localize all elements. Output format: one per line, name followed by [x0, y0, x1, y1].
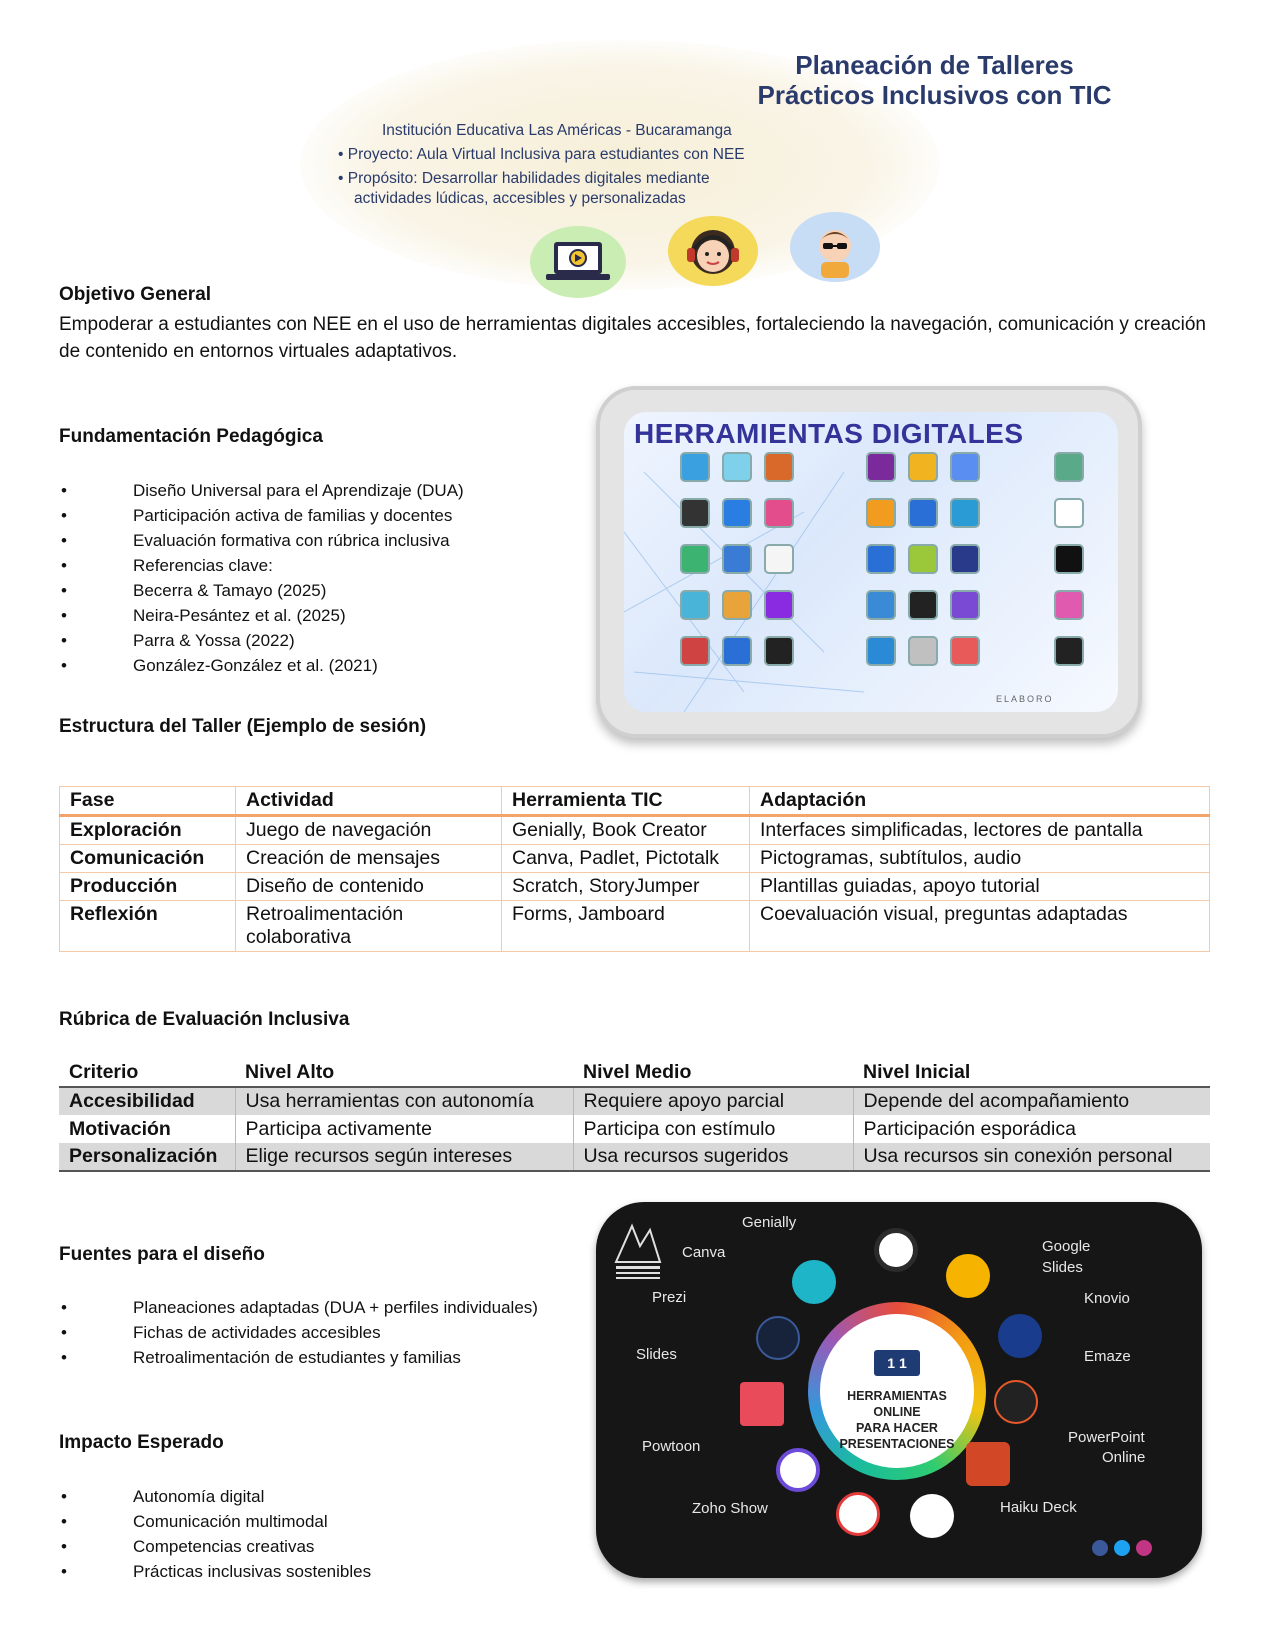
estructura-heading: Estructura del Taller (Ejemplo de sesión)	[59, 716, 427, 737]
mybook-icon	[722, 636, 752, 666]
list-item: • Evaluación formativa con rúbrica inclusiva	[59, 531, 464, 556]
label-haiku-deck: Haiku Deck	[1000, 1499, 1077, 1516]
fuentes-list	[59, 1298, 538, 1373]
center-line: PRESENTACIONES	[839, 1437, 955, 1451]
list-item: • Autonomía digital	[59, 1487, 371, 1512]
flipgrid-icon	[680, 544, 710, 574]
powerpoint-icon	[966, 1442, 1010, 1486]
table-row	[59, 1087, 1210, 1115]
google-slides-icon	[946, 1254, 990, 1298]
column-header: Adaptación	[750, 787, 1210, 816]
list-item: • Comunicación multimodal	[59, 1512, 371, 1537]
table-cell: Plantillas guiadas, apoyo tutorial	[750, 873, 1210, 901]
fuentes-heading: Fuentes para el diseño	[59, 1244, 265, 1265]
column-header: Nivel Medio	[573, 1059, 853, 1087]
zoho-show-icon	[836, 1492, 880, 1536]
quizizz-icon	[950, 544, 980, 574]
edpuzzle-icon	[908, 452, 938, 482]
objetivo-text: Empoderar a estudiantes con NEE en el uso de herramientas digitales accesibles, fortaleciendo la navegación, comunicación y creación de contenido en entornos virtuales adaptativos.	[59, 314, 1206, 362]
chatpdf-icon	[1054, 590, 1084, 620]
table-row	[59, 1143, 1210, 1171]
table-cell: Genially, Book Creator	[502, 816, 750, 845]
mentimeter-icon	[866, 636, 896, 666]
emaze-icon	[994, 1380, 1038, 1424]
table-row	[60, 873, 1210, 901]
banner-title-line2: Prácticos Inclusivos con TIC	[757, 80, 1112, 110]
label-emaze: Emaze	[1084, 1348, 1131, 1365]
table-cell: Producción	[60, 873, 236, 901]
table-cell: Accesibilidad	[59, 1087, 235, 1115]
table-cell: Personalización	[59, 1143, 235, 1171]
label-google-slides-2: Slides	[1042, 1259, 1083, 1276]
table-cell: Canva, Padlet, Pictotalk	[502, 845, 750, 873]
objetivo-heading: Objetivo General	[59, 284, 212, 305]
educaplay-icon	[908, 636, 938, 666]
column-header: Nivel Alto	[235, 1059, 573, 1087]
label-canva: Canva	[682, 1244, 726, 1261]
laptop-icon	[530, 226, 626, 298]
list-item: • Retroalimentación de estudiantes y familias	[59, 1348, 538, 1373]
label-prezi: Prezi	[652, 1289, 687, 1306]
label-powerpoint-1: PowerPoint	[1068, 1429, 1145, 1446]
center-line: ONLINE	[873, 1405, 921, 1419]
table-cell: Participa con estímulo	[573, 1115, 853, 1143]
table-cell: Interfaces simplificadas, lectores de pantalla	[750, 816, 1210, 845]
label-slides: Slides	[636, 1346, 677, 1363]
table-cell: Requiere apoyo parcial	[573, 1087, 853, 1115]
center-line: PARA HACER	[856, 1421, 938, 1435]
center-caption	[820, 1388, 974, 1452]
table-cell: Participación esporádica	[863, 1117, 1076, 1140]
classcraft-icon	[866, 498, 896, 528]
table-cell: Pictogramas, subtítulos, audio	[750, 845, 1210, 873]
column-header: Actividad	[236, 787, 502, 816]
canva-icon	[680, 452, 710, 482]
impacto-list	[59, 1487, 371, 1587]
herramientas-title: HERRAMIENTAS DIGITALES	[634, 418, 1024, 449]
list-item: • González-González et al. (2021)	[59, 656, 464, 681]
excelencia-logo	[610, 1222, 666, 1282]
slides-icon	[740, 1382, 784, 1426]
table-cell: Reflexión	[60, 901, 236, 952]
label-zoho-show: Zoho Show	[692, 1500, 768, 1517]
table-row	[59, 1115, 1210, 1143]
column-header: Fase	[60, 787, 236, 816]
poll-everywhere-icon	[908, 498, 938, 528]
tome-icon	[1054, 544, 1084, 574]
label-powerpoint-2: Online	[1102, 1449, 1146, 1466]
banner-institution: Institución Educativa Las Américas - Bucaramanga	[382, 122, 732, 139]
boy-sunglasses-icon	[790, 212, 880, 282]
table-cell: Comunicación	[60, 845, 236, 873]
banner-project: • Proyecto: Aula Virtual Inclusiva para estudiantes con NEE	[338, 146, 745, 163]
table-cell: Usa recursos sugeridos	[573, 1143, 853, 1171]
genially-icon	[874, 1228, 918, 1272]
dalle-icon	[1054, 636, 1084, 666]
quizlet-icon	[908, 590, 938, 620]
label-google-slides-1: Google	[1042, 1238, 1091, 1255]
genially-icon	[680, 498, 710, 528]
chatgpt-icon	[1054, 452, 1084, 482]
kahoot-icon	[866, 452, 896, 482]
girl-headphones-icon	[668, 216, 758, 286]
table-row	[60, 901, 1210, 952]
padlet-icon	[764, 544, 794, 574]
list-item: • Diseño Universal para el Aprendizaje (DUA)	[59, 481, 464, 506]
google-suite-icon	[764, 590, 794, 620]
estructura-table	[59, 786, 1210, 952]
table-cell: Coevaluación visual, preguntas adaptadas	[750, 901, 1210, 952]
table-cell: Elige recursos según intereses	[235, 1143, 573, 1171]
google-forms-icon	[950, 590, 980, 620]
smartphone-icon	[680, 636, 710, 666]
impacto-heading: Impacto Esperado	[59, 1432, 224, 1453]
table-cell: Motivación	[59, 1115, 235, 1143]
canva-icon	[792, 1260, 836, 1304]
label-powtoon: Powtoon	[642, 1438, 701, 1455]
herramientas-panel	[624, 412, 1118, 712]
table-cell: Scratch, StoryJumper	[502, 873, 750, 901]
pear-deck-icon	[908, 544, 938, 574]
center-circle	[820, 1314, 974, 1468]
flipbook-icon	[722, 544, 752, 574]
twitter-icon	[1114, 1540, 1130, 1556]
herramientas-digitales-image	[596, 386, 1142, 738]
column-header: Herramienta TIC	[502, 787, 750, 816]
banner-title-line1: Planeación de Talleres	[795, 50, 1074, 80]
banner-purpose-line2: actividades lúdicas, accesibles y personalizadas	[354, 190, 686, 207]
tools-brand-text: ELABORO	[996, 694, 1054, 704]
list-item: • Neira-Pesántez et al. (2025)	[59, 606, 464, 631]
center-line: HERRAMIENTAS	[847, 1389, 947, 1403]
list-item: • Becerra & Tamayo (2025)	[59, 581, 464, 606]
presentation-tools-image	[596, 1202, 1202, 1578]
center-ring	[808, 1302, 986, 1480]
socrative-icon	[950, 452, 980, 482]
wordwall-icon	[866, 590, 896, 620]
label-genially: Genially	[742, 1214, 797, 1231]
list-item: • Competencias creativas	[59, 1537, 371, 1562]
table-cell: Depende del acompañamiento	[853, 1087, 1210, 1115]
plickers-icon	[950, 498, 980, 528]
column-header: Criterio	[59, 1059, 235, 1087]
banner-purpose-line1: • Propósito: Desarrollar habilidades digitales mediante	[338, 170, 710, 187]
rubrica-heading: Rúbrica de Evaluación Inclusiva	[59, 1009, 350, 1030]
table-cell: Forms, Jamboard	[502, 901, 750, 952]
label-knovio: Knovio	[1084, 1290, 1130, 1307]
table-cell: Participa activamente	[235, 1115, 573, 1143]
list-item: • Fichas de actividades accesibles	[59, 1323, 538, 1348]
fundamentacion-heading: Fundamentación Pedagógica	[59, 426, 323, 447]
column-header: Nivel Inicial	[853, 1059, 1210, 1087]
list-item: • Participación activa de familias y docentes	[59, 506, 464, 531]
instagram-icon	[1136, 1540, 1152, 1556]
vivid-icon	[764, 636, 794, 666]
center-number: 1 1	[874, 1350, 920, 1376]
table-cell: Usa recursos sin conexión personal	[853, 1143, 1210, 1171]
powtoon-icon	[776, 1448, 820, 1492]
header-banner	[300, 40, 1112, 298]
table-row	[60, 845, 1210, 873]
table-cell: Usa herramientas con autonomía	[235, 1087, 573, 1115]
table-cell: Diseño de contenido	[236, 873, 502, 901]
knovio-icon	[998, 1314, 1042, 1358]
office-365-icon	[722, 590, 752, 620]
fundamentacion-list	[59, 481, 464, 681]
facebook-icon	[1092, 1540, 1108, 1556]
list-item: • Planeaciones adaptadas (DUA + perfiles individuales)	[59, 1298, 538, 1323]
table-header-row	[60, 787, 1210, 816]
mcgraw-icon	[680, 590, 710, 620]
liveworksheets-icon	[950, 636, 980, 666]
table-cell: Retroalimentación colaborativa	[236, 901, 502, 952]
table-cell: Exploración	[60, 816, 236, 845]
prezi-icon	[756, 1316, 800, 1360]
prezi-icon	[722, 452, 752, 482]
youchat-icon	[1054, 498, 1084, 528]
table-cell: Juego de navegación	[236, 816, 502, 845]
list-item: • Parra & Yossa (2022)	[59, 631, 464, 656]
haiku-deck-icon	[910, 1494, 954, 1538]
book-creator-icon	[764, 498, 794, 528]
emaze-icon	[764, 452, 794, 482]
powtoon-icon	[722, 498, 752, 528]
list-item: • Referencias clave:	[59, 556, 464, 581]
rubrica-table	[59, 1059, 1210, 1172]
hp-icon	[866, 544, 896, 574]
table-header-row	[59, 1059, 1210, 1087]
table-cell: Creación de mensajes	[236, 845, 502, 873]
list-item: • Prácticas inclusivas sostenibles	[59, 1562, 371, 1587]
table-row	[60, 816, 1210, 845]
